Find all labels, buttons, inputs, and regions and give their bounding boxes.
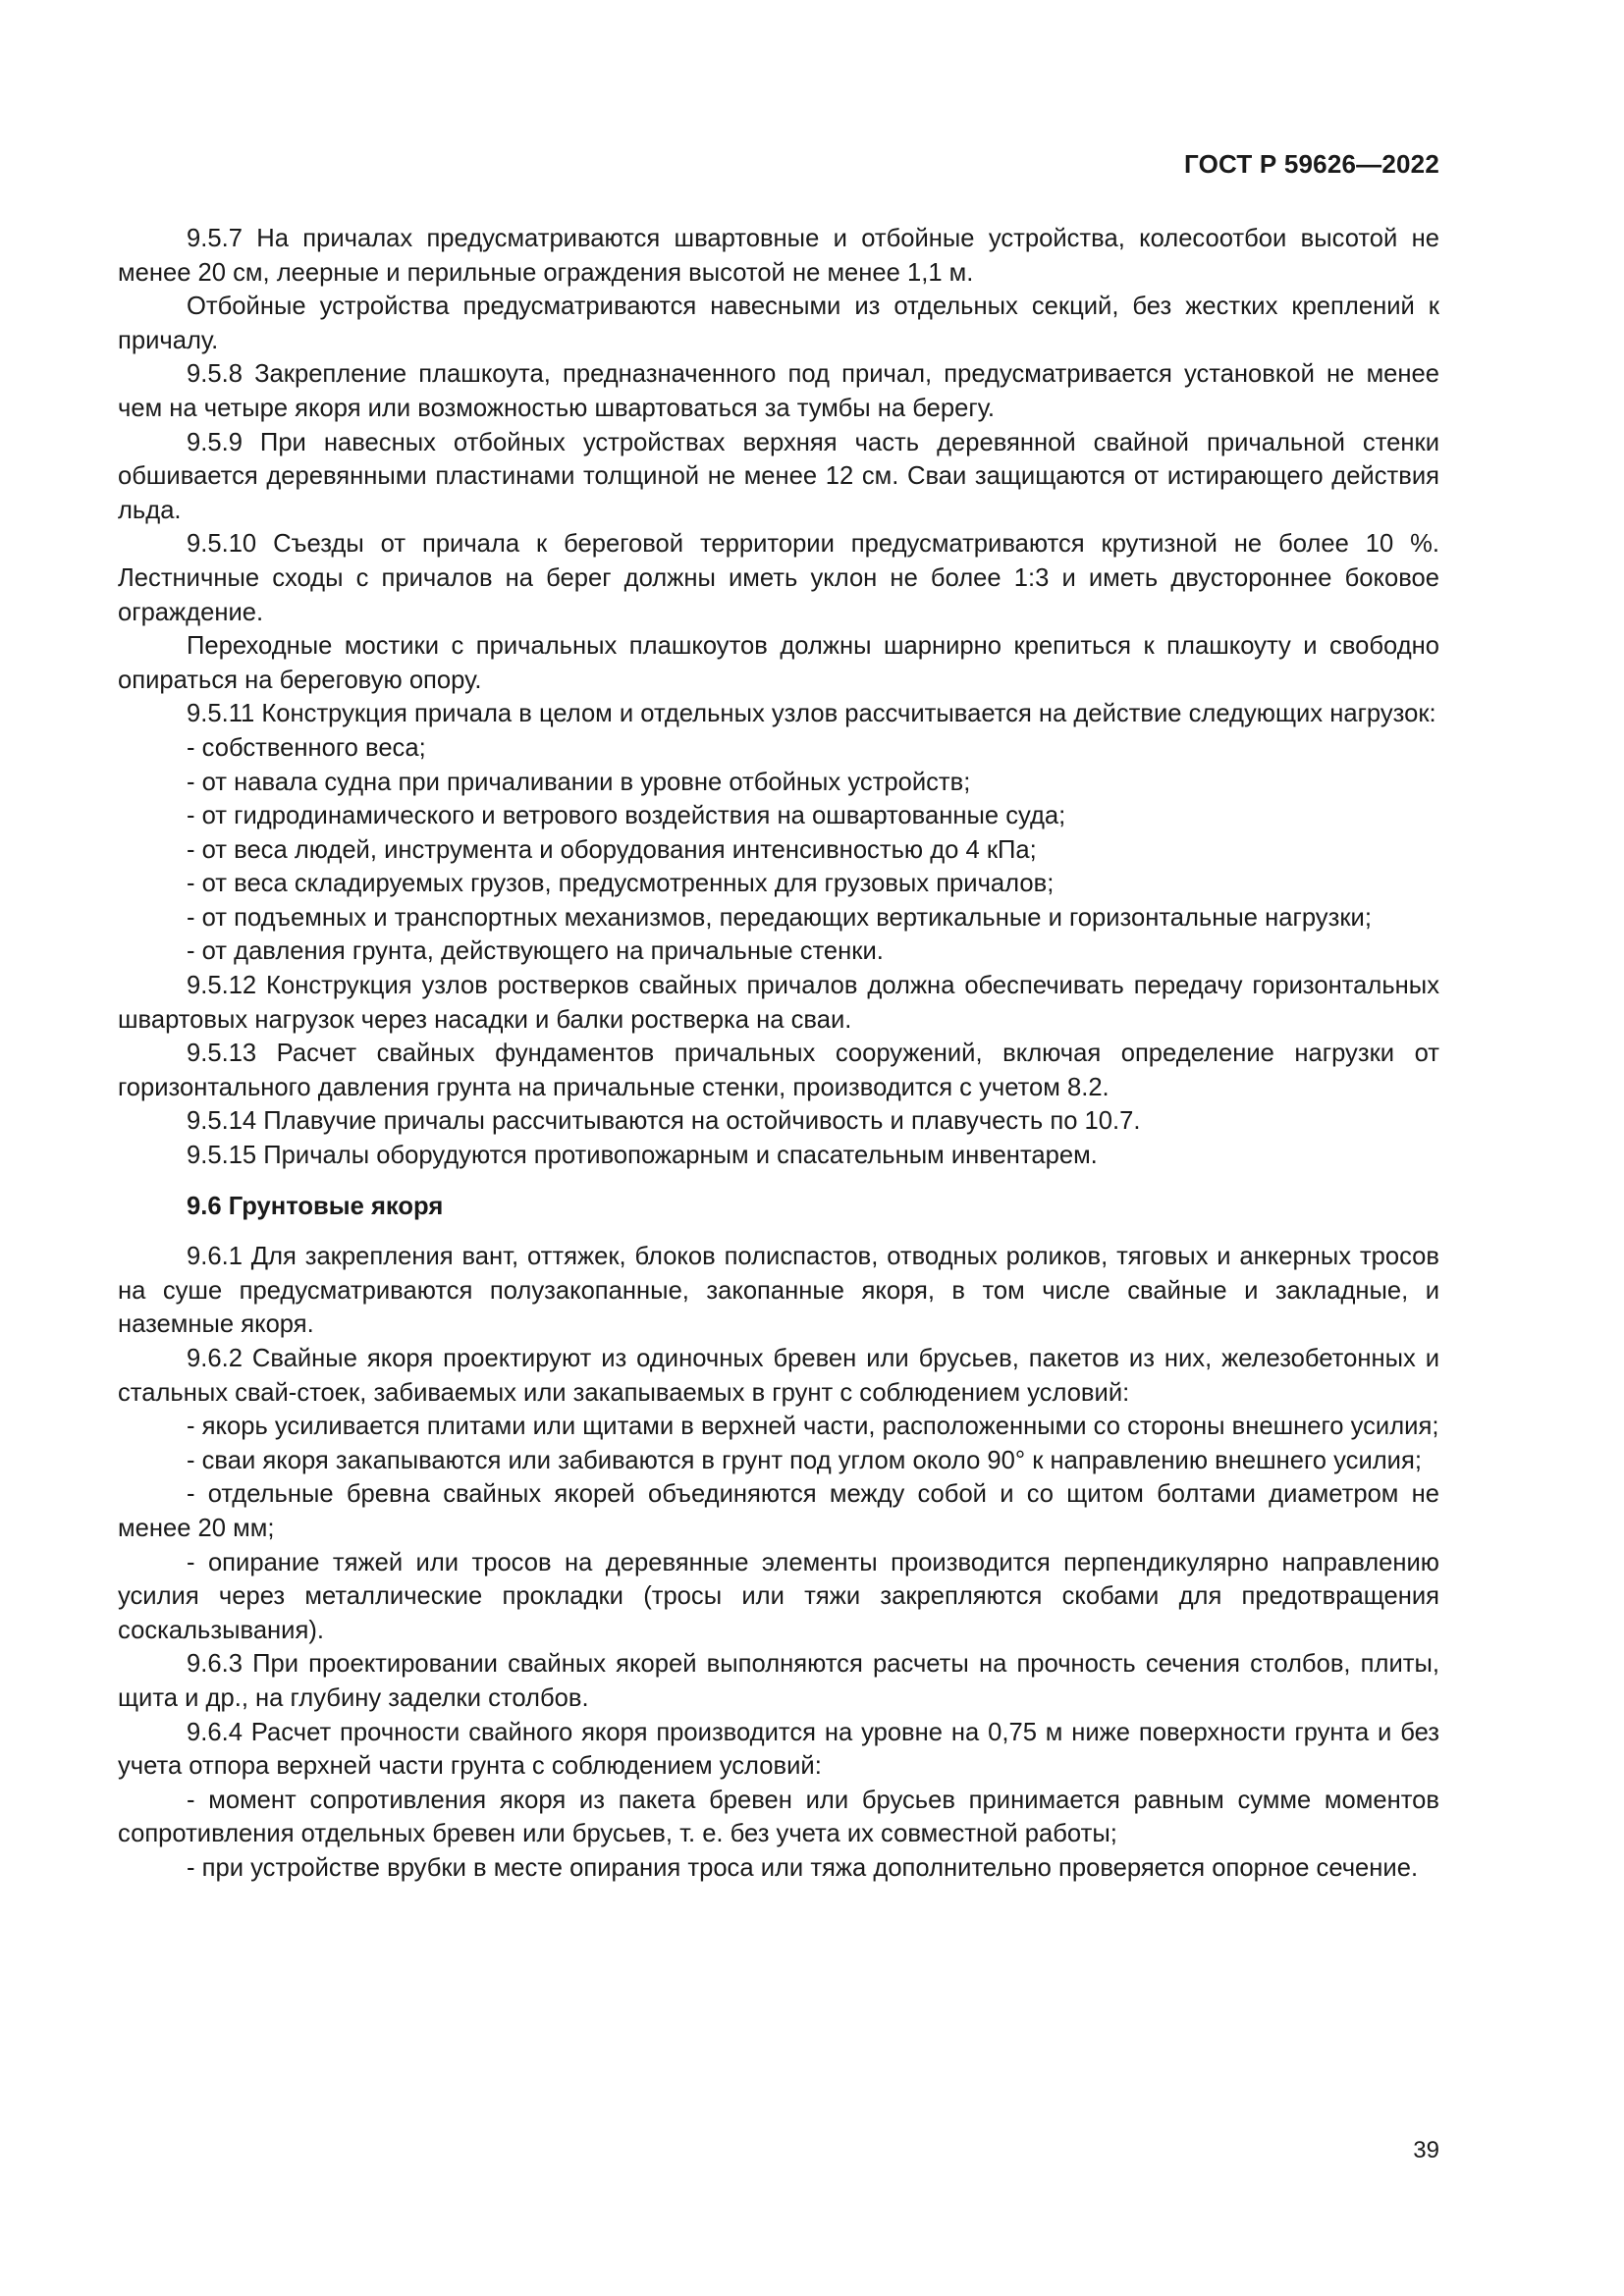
list-item: - от навала судна при причаливании в уровне отбойных устройств; bbox=[187, 768, 971, 796]
paragraph-9-5-10: 9.5.10 Съезды от причала к береговой территории предусматриваются крутизной не более 10 %. Лестничные сходы с причалов на берег должны иметь уклон не более 1:3 и иметь двустороннее боковое ограждение. bbox=[118, 530, 1439, 626]
list-item: - от веса складируемых грузов, предусмотренных для грузовых причалов; bbox=[187, 870, 1055, 898]
paragraph-9-5-9: 9.5.9 При навесных отбойных устройствах верхняя часть деревянной свайной причальной стенки обшивается деревянными пластинами толщиной не менее 12 см. Сваи защищаются от истирающего действия льда. bbox=[118, 428, 1439, 524]
load-list bbox=[118, 731, 1439, 969]
paragraph-9-5-14: 9.5.14 Плавучие причалы рассчитываются на остойчивость и плавучесть по 10.7. bbox=[187, 1107, 1141, 1136]
list-item: - от гидродинамического и ветрового воздействия на ошвартованные суда; bbox=[187, 802, 1066, 830]
list-item: - опирание тяжей или тросов на деревянные элементы производится перпендикулярно направлению усилия через металлические прокладки (тросы или тяжи закрепляются скобами для предотвращения соскальзывания). bbox=[118, 1548, 1439, 1644]
list-item: - сваи якоря закапываются или забиваются в грунт под углом около 90° к направлению внешнего усилия; bbox=[187, 1446, 1422, 1474]
pile-anchor-conditions-list bbox=[118, 1410, 1439, 1647]
list-item: - собственного веса; bbox=[187, 733, 426, 762]
paragraph-9-5-11: 9.5.11 Конструкция причала в целом и отдельных узлов рассчитывается на действие следующих нагрузок: bbox=[187, 700, 1436, 728]
list-item: - при устройстве врубки в месте опирания троса или тяжа дополнительно проверяется опорное сечение. bbox=[187, 1853, 1419, 1882]
paragraph-9-6-2: 9.6.2 Свайные якоря проектируют из одиночных бревен или брусьев, пакетов из них, железобетонных и стальных свай-стоек, забиваемых или закапываемых в грунт с соблюдением условий: bbox=[118, 1345, 1439, 1407]
list-item: - момент сопротивления якоря из пакета бревен или брусьев принимается равным сумме моментов сопротивления отдельных бревен или брусьев, т. е. без учета их совместной работы; bbox=[118, 1786, 1439, 1848]
paragraph-fender-devices: Отбойные устройства предусматриваются навесными из отдельных секций, без жестких креплений к причалу. bbox=[118, 293, 1439, 354]
list-item: - якорь усиливается плитами или щитами в верхней части, расположенными со стороны внешнего усилия; bbox=[187, 1413, 1439, 1441]
section-heading-9-6: 9.6 Грунтовые якоря bbox=[187, 1192, 444, 1220]
list-item: - от давления грунта, действующего на причальные стенки. bbox=[187, 937, 884, 966]
paragraph-9-5-13: 9.5.13 Расчет свайных фундаментов причальных сооружений, включая определение нагрузки от горизонтального давления грунта на причальные стенки, производится с учетом 8.2. bbox=[118, 1040, 1439, 1101]
paragraph-9-6-1: 9.6.1 Для закрепления вант, оттяжек, блоков полиспастов, отводных роликов, тяговых и анкерных тросов на суше предусматриваются полузакопанные, закопанные якоря, в том числе свайные и закладные, и наземные якоря. bbox=[118, 1243, 1439, 1339]
list-item: - от веса людей, инструмента и оборудования интенсивностью до 4 кПа; bbox=[187, 835, 1037, 864]
document-code-header: ГОСТ Р 59626—2022 bbox=[1184, 149, 1439, 179]
paragraph-9-5-8: 9.5.8 Закрепление плашкоута, предназначенного под причал, предусматривается установкой не менее чем на четыре якоря или возможностью швартоваться за тумбы на берегу. bbox=[118, 360, 1439, 422]
paragraph-9-5-7: 9.5.7 На причалах предусматриваются швартовные и отбойные устройства, колесоотбои высотой не менее 20 см, леерные и перильные ограждения высотой не менее 1,1 м. bbox=[118, 225, 1439, 287]
paragraph-gangways: Переходные мостики с причальных плашкоутов должны шарнирно крепиться к плашкоуту и свободно опираться на береговую опору. bbox=[118, 632, 1439, 694]
page-number: 39 bbox=[1413, 2137, 1439, 2163]
list-item: - отдельные бревна свайных якорей объединяются между собой и со щитом болтами диаметром не менее 20 мм; bbox=[118, 1480, 1439, 1542]
page-body bbox=[118, 222, 1439, 1886]
paragraph-9-5-15: 9.5.15 Причалы оборудуются противопожарным и спасательным инвентарем. bbox=[187, 1142, 1098, 1170]
strength-conditions-list bbox=[118, 1784, 1439, 1886]
paragraph-9-6-4: 9.6.4 Расчет прочности свайного якоря производится на уровне на 0,75 м ниже поверхности грунта и без учета отпора верхней части грунта с соблюдением условий: bbox=[118, 1718, 1439, 1781]
paragraph-9-5-12: 9.5.12 Конструкция узлов ростверков свайных причалов должна обеспечивать передачу горизонтальных швартовых нагрузок через насадки и балки ростверка на сваи. bbox=[118, 972, 1439, 1034]
list-item: - от подъемных и транспортных механизмов, передающих вертикальные и горизонтальные нагрузки; bbox=[187, 903, 1372, 932]
paragraph-9-6-3: 9.6.3 При проектировании свайных якорей выполняются расчеты на прочность сечения столбов, плиты, щита и др., на глубину заделки столбов. bbox=[118, 1650, 1439, 1712]
